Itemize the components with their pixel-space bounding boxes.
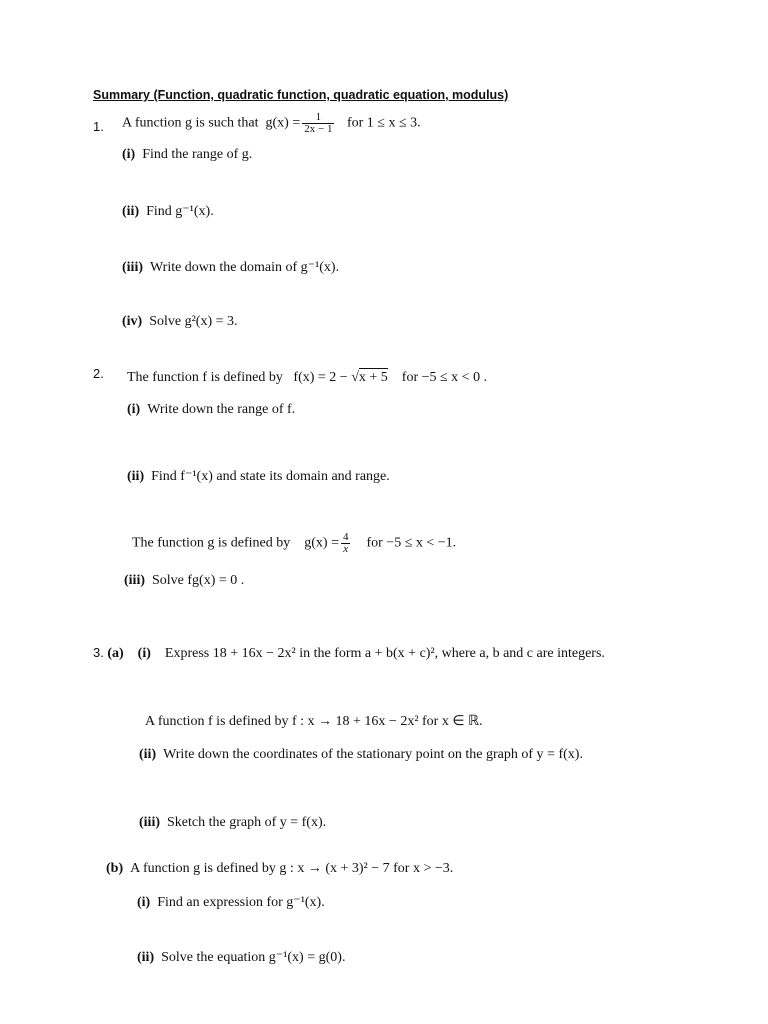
part-q3-b xyxy=(106,861,453,877)
sqrt-icon: √ xyxy=(351,370,359,385)
part-q2-i xyxy=(127,402,295,418)
page-title: Summary (Function, quadratic function, quadratic equation, modulus) xyxy=(93,88,509,102)
numerator: 1 xyxy=(302,112,334,124)
part-text: Find f⁻¹(x) and state its domain and range. xyxy=(151,469,390,484)
part-label: (i) xyxy=(137,646,151,661)
part-q3-a-ii xyxy=(139,747,583,763)
part-text: Find the range of g. xyxy=(142,147,253,162)
part-label: (ii) xyxy=(122,204,140,219)
part-text: Sketch the graph of y = f(x). xyxy=(167,815,327,830)
f-definition: A function f is defined by f : x → 18 + 16x − 2x² for x ∈ ℝ. xyxy=(145,714,483,729)
part-text: Solve the equation g⁻¹(x) = g(0). xyxy=(161,950,346,965)
part-q3-b-ii xyxy=(137,949,345,966)
part-q3-b-i xyxy=(137,894,325,911)
sqrt-argument: x + 5 xyxy=(358,370,388,385)
question-1-stem xyxy=(122,112,421,135)
denominator: 2x − 1 xyxy=(304,123,333,135)
question-number: 3. xyxy=(93,645,104,660)
part-label: (a) xyxy=(107,646,124,661)
question-number: 2. xyxy=(93,366,104,381)
part-text: Write down the coordinates of the stationary point on the graph of y = f(x). xyxy=(163,747,583,762)
question-number: 1. xyxy=(93,119,104,134)
question-2-stem xyxy=(127,370,487,386)
part-q2-iii xyxy=(124,573,244,589)
part-label: (ii) xyxy=(127,469,145,484)
part-text: A function g is defined by g : x → (x + 3)² − 7 for x > −3. xyxy=(130,861,454,876)
part-label: (i) xyxy=(122,147,136,162)
denominator: x xyxy=(343,543,349,555)
part-q1-iii xyxy=(122,259,339,276)
part-label: (b) xyxy=(106,861,124,876)
part-label: (ii) xyxy=(137,950,155,965)
part-q1-iv xyxy=(122,314,238,330)
domain-text: for −5 ≤ x < 0 . xyxy=(401,370,488,385)
part-text: Find an expression for g⁻¹(x). xyxy=(157,895,325,910)
function-lhs: g(x) = xyxy=(304,535,339,551)
stem-text: The function f is defined by xyxy=(127,370,283,385)
function-lhs: g(x) = xyxy=(265,115,301,131)
part-q1-i xyxy=(122,147,252,163)
domain-text: for −5 ≤ x < −1. xyxy=(366,535,457,551)
part-label: (i) xyxy=(137,895,151,910)
stem-text: A function g is such that xyxy=(122,115,259,131)
part-label: (i) xyxy=(127,402,141,417)
part-q1-ii xyxy=(122,203,214,220)
part-text: Solve fg(x) = 0 . xyxy=(152,573,245,588)
g-definition xyxy=(132,532,456,555)
part-q2-ii xyxy=(127,468,390,485)
part-text: Write down the range of f. xyxy=(147,402,296,417)
part-label: (iii) xyxy=(124,573,145,588)
part-text: Write down the domain of g⁻¹(x). xyxy=(150,260,340,275)
stem-text: The function g is defined by xyxy=(132,535,291,551)
fraction xyxy=(302,112,334,135)
question-3-a-i xyxy=(93,645,605,662)
part-text: Express 18 + 16x − 2x² in the form a + b(x + c)², where a, b and c are integers. xyxy=(164,646,605,661)
function-lhs: f(x) = 2 − xyxy=(293,370,348,385)
part-label: (ii) xyxy=(139,747,157,762)
part-q3-a-iii xyxy=(139,815,326,831)
part-text: Find g⁻¹(x). xyxy=(146,204,214,219)
part-label: (iii) xyxy=(139,815,160,830)
fraction xyxy=(341,532,351,555)
part-label: (iii) xyxy=(122,260,143,275)
numerator: 4 xyxy=(342,531,349,543)
part-label: (iv) xyxy=(122,314,143,329)
part-text: Solve g²(x) = 3. xyxy=(149,314,238,329)
domain-text: for 1 ≤ x ≤ 3. xyxy=(346,115,421,131)
